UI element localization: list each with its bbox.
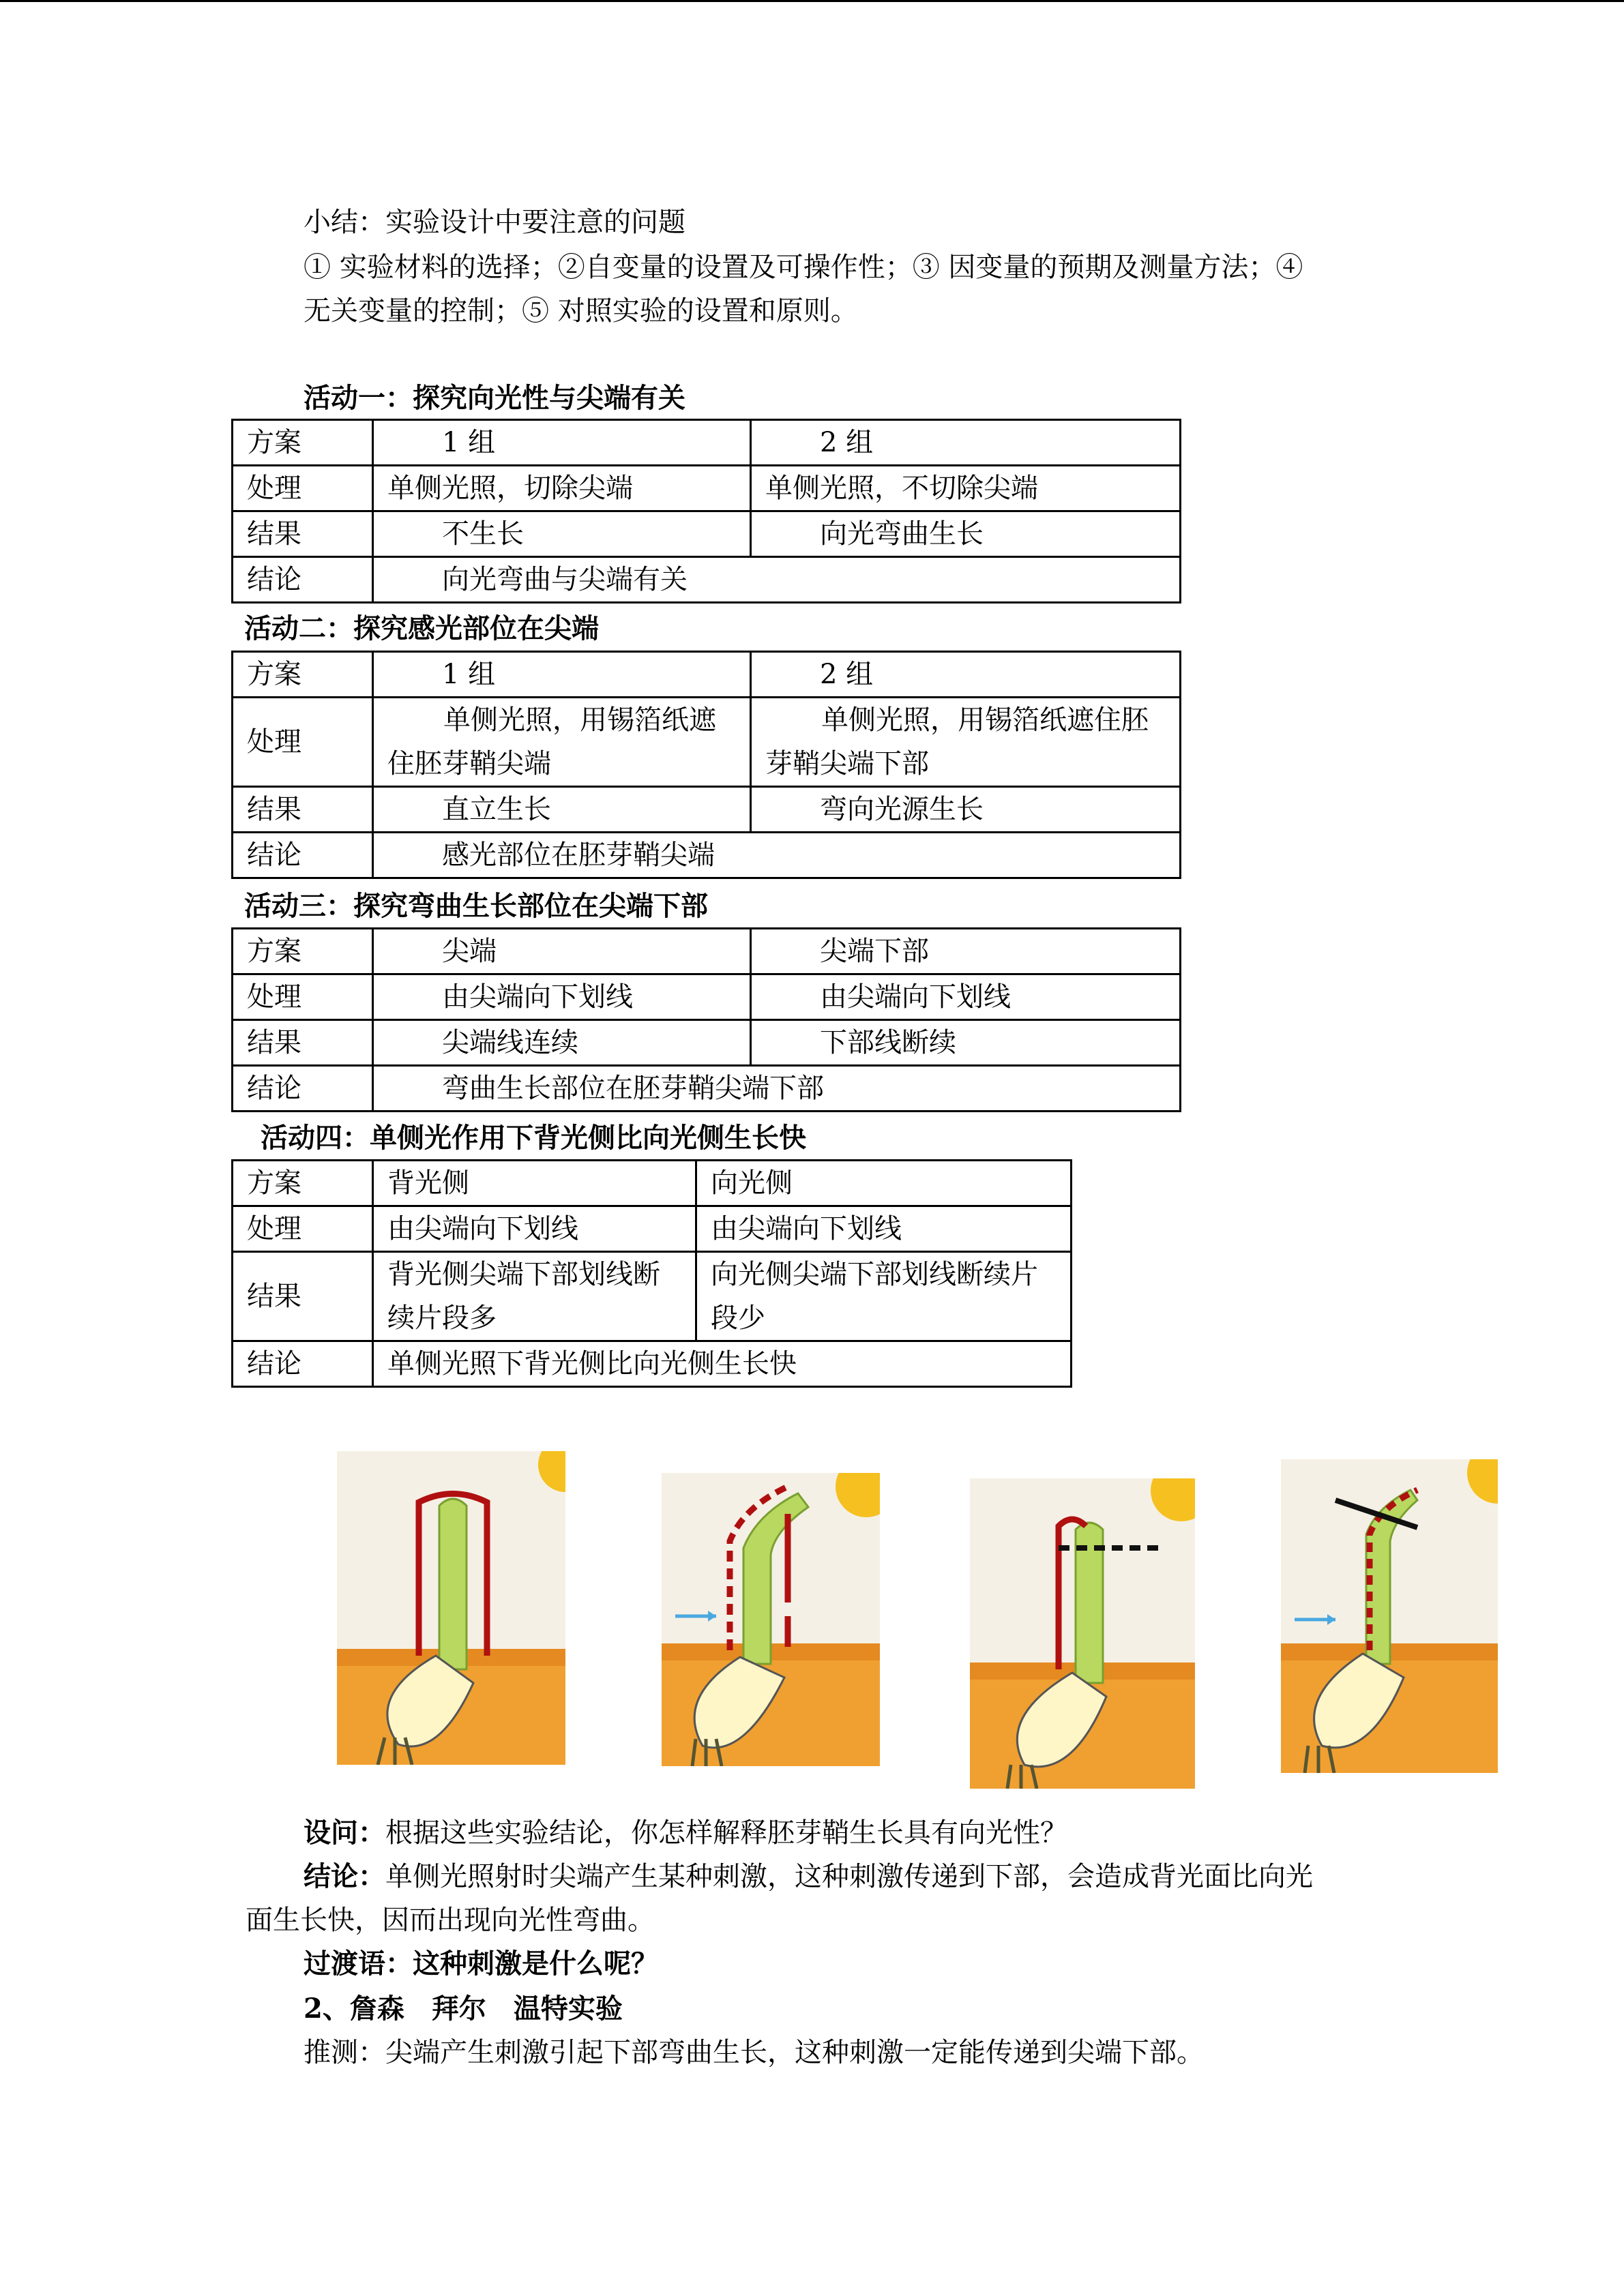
table-row: [233, 698, 1181, 787]
table-cell: 尖端: [373, 929, 751, 974]
table-cell: 处理: [233, 1206, 373, 1252]
table-cell: 直立生长: [373, 787, 751, 833]
table-cell: 结果: [233, 1252, 373, 1341]
activity2-table: [231, 651, 1181, 879]
table-cell: 结论: [233, 833, 373, 878]
table-row: [233, 929, 1181, 974]
figure-2-tip-covered: [662, 1473, 880, 1766]
activity1-heading: 活动一：探究向光性与尖端有关: [304, 382, 685, 414]
table-row: [233, 652, 1181, 698]
table-cell: 向光侧: [696, 1161, 1072, 1206]
table-cell: 1 组: [373, 652, 751, 698]
activity4-heading: 活动四：单侧光作用下背光侧比向光侧生长快: [261, 1122, 806, 1154]
conclusion-label: 结论：: [304, 1860, 385, 1892]
table-cell: 1 组: [373, 420, 751, 466]
table-cell: 不生长: [373, 511, 751, 557]
table-cell: 下部线断续: [751, 1020, 1181, 1066]
table-cell: 2 组: [751, 420, 1181, 466]
table-row: [233, 511, 1181, 557]
table-row: [233, 1252, 1072, 1341]
figure-1-tip-cut: [337, 1451, 565, 1765]
table-row: [233, 1161, 1072, 1206]
question-text: 根据这些实验结论，你怎样解释胚芽鞘生长具有向光性？: [385, 1817, 1067, 1849]
table-row: [233, 420, 1181, 466]
table-cell: 背光侧尖端下部划线断续片段多: [373, 1252, 696, 1341]
table-cell: 由尖端向下划线: [373, 1206, 696, 1252]
table-cell: 向光弯曲与尖端有关: [373, 557, 1181, 603]
question-label: 设问：: [304, 1817, 385, 1849]
table-cell: 由尖端向下划线: [751, 974, 1181, 1020]
table-cell: 结论: [233, 1066, 373, 1112]
question-paragraph: [304, 1817, 1067, 1849]
table-cell: 尖端下部: [751, 929, 1181, 974]
table-cell: 方案: [233, 652, 373, 698]
conclusion-line-2: 面生长快，因而出现向光性弯曲。: [246, 1905, 655, 1936]
table-cell: [373, 698, 751, 787]
summary-line-2: 无关变量的控制；⑤ 对照实验的设置和原则。: [304, 295, 858, 327]
table-cell: 单侧光照，切除尖端: [373, 466, 751, 511]
table-row: [233, 557, 1181, 603]
table-row: [233, 833, 1181, 878]
table-cell: 处理: [233, 698, 373, 787]
table-cell: 单侧光照，不切除尖端: [751, 466, 1181, 511]
figure-4-cut-tip-dashed: [1281, 1459, 1498, 1773]
table-cell: 由尖端向下划线: [696, 1206, 1072, 1252]
table-cell: [751, 698, 1181, 787]
table-row: [233, 1206, 1072, 1252]
table-cell: 方案: [233, 1161, 373, 1206]
table-cell: 结果: [233, 511, 373, 557]
guess-text: 尖端产生刺激引起下部弯曲生长，这种刺激一定能传递到尖端下部。: [385, 2037, 1204, 2068]
table-row: [233, 1020, 1181, 1066]
top-border: [0, 0, 1624, 2]
cell-text: 单侧光照，用锡箔纸遮住胚芽鞘尖端: [387, 704, 716, 779]
activity4-table: [231, 1159, 1072, 1388]
table-cell: 结果: [233, 787, 373, 833]
table-cell: 由尖端向下划线: [373, 974, 751, 1020]
table-row: [233, 1341, 1072, 1387]
activity1-table: [231, 419, 1181, 603]
conclusion-line-1: 单侧光照射时尖端产生某种刺激，这种刺激传递到下部，会造成背光面比向光: [385, 1861, 1313, 1892]
table-row: [233, 1066, 1181, 1112]
activity3-table: [231, 927, 1181, 1112]
table-row: [233, 787, 1181, 833]
table-cell: 单侧光照下背光侧比向光侧生长快: [373, 1341, 1072, 1387]
table-cell: 尖端线连续: [373, 1020, 751, 1066]
transition-text: 过渡语：这种刺激是什么呢？: [304, 1948, 658, 1980]
summary-line-1: ① 实验材料的选择；②自变量的设置及可操作性；③ 因变量的预期及测量方法；④: [304, 252, 1303, 283]
table-cell: 结果: [233, 1020, 373, 1066]
table-cell: 处理: [233, 974, 373, 1020]
guess-label: 推测：: [304, 2037, 385, 2068]
guess-paragraph: [304, 2036, 1204, 2069]
section-2-heading: 2、詹森 拜尔 温特实验: [304, 1993, 623, 2025]
table-cell: 结论: [233, 1341, 373, 1387]
activity3-heading: 活动三：探究弯曲生长部位在尖端下部: [244, 890, 708, 922]
activity2-heading: 活动二：探究感光部位在尖端: [244, 612, 599, 644]
table-cell: 方案: [233, 420, 373, 466]
table-row: [233, 974, 1181, 1020]
summary-title: 小结：实验设计中要注意的问题: [304, 207, 685, 238]
table-cell: 处理: [233, 466, 373, 511]
table-cell: 向光侧尖端下部划线断续片段少: [696, 1252, 1072, 1341]
table-cell: 感光部位在胚芽鞘尖端: [373, 833, 1181, 878]
cell-text: 单侧光照，用锡箔纸遮住胚芽鞘尖端下部: [765, 704, 1149, 779]
figure-3-marked-line: [970, 1478, 1195, 1789]
table-row: [233, 466, 1181, 511]
table-cell: 2 组: [751, 652, 1181, 698]
conclusion-paragraph: [304, 1860, 1313, 1893]
table-cell: 弯曲生长部位在胚芽鞘尖端下部: [373, 1066, 1181, 1112]
table-cell: 结论: [233, 557, 373, 603]
table-cell: 背光侧: [373, 1161, 696, 1206]
table-cell: 弯向光源生长: [751, 787, 1181, 833]
table-cell: 方案: [233, 929, 373, 974]
table-cell: 向光弯曲生长: [751, 511, 1181, 557]
